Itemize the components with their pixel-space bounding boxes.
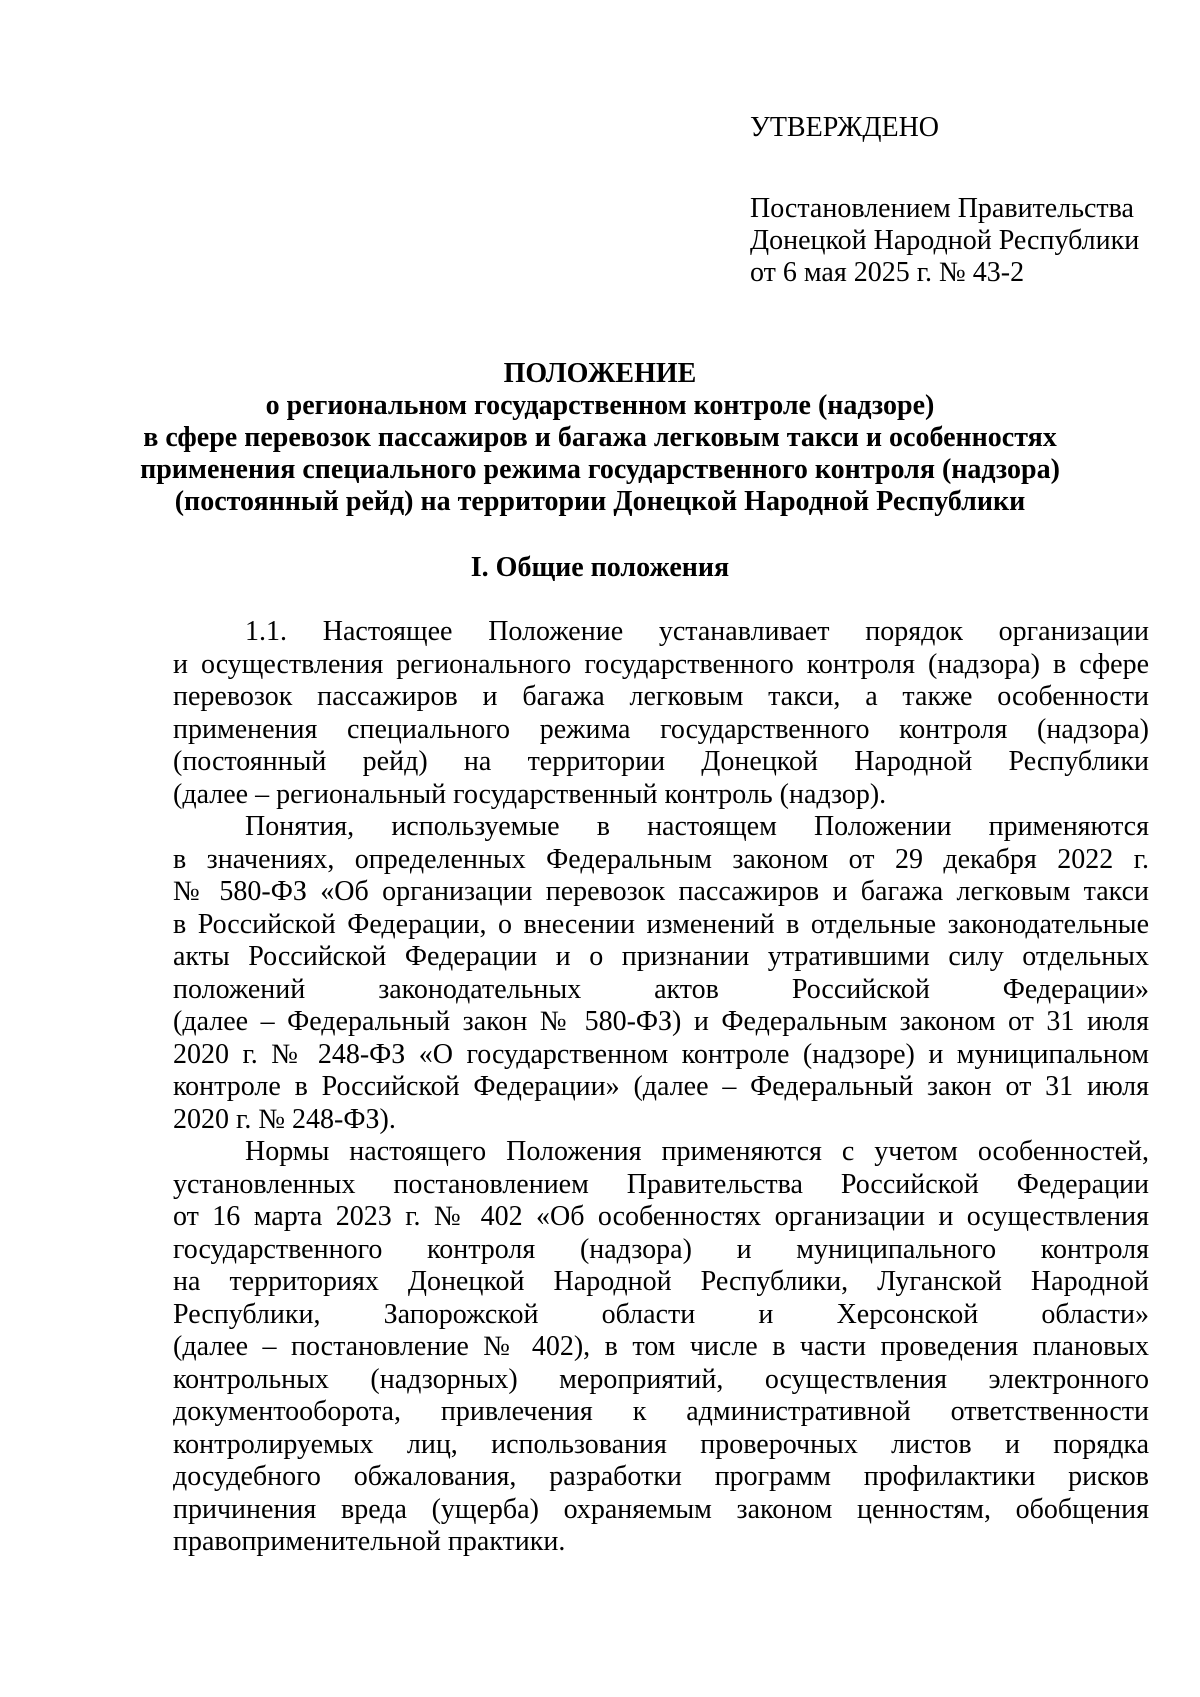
paragraph-line: Понятия, используемые в настоящем Положении применяются bbox=[245, 811, 1149, 842]
paragraph-line: на территориях Донецкой Народной Республики, Луганской Народной bbox=[173, 1266, 1149, 1297]
approval-line: Постановлением Правительства bbox=[750, 193, 1134, 224]
paragraph-line: причинения вреда (ущерба) охраняемым законом ценностям, обобщения bbox=[173, 1493, 1149, 1525]
paragraph-line: 1.1. Настоящее Положение устанавливает порядок организации bbox=[245, 616, 1149, 647]
document-title bbox=[100, 358, 1100, 518]
paragraph-line: Нормы настоящего Положения применяются с учетом особенностей, bbox=[245, 1136, 1149, 1167]
paragraph-line: акты Российской Федерации и о признании утратившими силу отдельных bbox=[173, 941, 1149, 972]
paragraph-line: (далее – постановление № 402), в том числе в части проведения плановых bbox=[173, 1331, 1149, 1362]
paragraph-line: в значениях, определенных Федеральным законом от 29 декабря 2022 г. bbox=[173, 843, 1149, 875]
paragraph-line: контролируемых лиц, использования проверочных листов и порядка bbox=[173, 1428, 1149, 1460]
approved-label: УТВЕРЖДЕНО bbox=[750, 112, 940, 143]
title-line: о региональном государственном контроле (надзоре) bbox=[265, 390, 935, 421]
title-line: ПОЛОЖЕНИЕ bbox=[503, 358, 697, 389]
paragraph-line: контрольных (надзорных) мероприятий, осуществления электронного bbox=[173, 1363, 1149, 1395]
paragraph-line: Республики, Запорожской области и Херсонской области» bbox=[173, 1298, 1149, 1330]
paragraph-line: перевозок пассажиров и багажа легковым такси, а также особенности bbox=[173, 681, 1149, 712]
paragraph-line: (далее – региональный государственный контроль (надзор). bbox=[173, 778, 887, 810]
paragraph-line: контроле в Российской Федерации» (далее – Федеральный закон от 31 июля bbox=[173, 1071, 1149, 1102]
paragraph-line: и осуществления регионального государственного контроля (надзора) в сфере bbox=[173, 648, 1149, 680]
title-line: применения специального режима государственного контроля (надзора) bbox=[140, 454, 1060, 485]
approval-stamp bbox=[750, 112, 1170, 289]
paragraph-line: досудебного обжалования, разработки программ профилактики рисков bbox=[173, 1461, 1149, 1492]
paragraph-line: государственного контроля (надзора) и муниципального контроля bbox=[173, 1233, 1149, 1265]
paragraph-line: документооборота, привлечения к административной ответственности bbox=[173, 1396, 1149, 1427]
paragraph-line: № 580-ФЗ «Об организации перевозок пассажиров и багажа легковым такси bbox=[173, 876, 1149, 907]
section-heading: I. Общие положения bbox=[470, 552, 730, 583]
paragraph-line: правоприменительной практики. bbox=[173, 1526, 566, 1557]
paragraph-line: положений законодательных актов Российской Федерации» bbox=[173, 973, 1149, 1005]
title-line: (постоянный рейд) на территории Донецкой Народной Республики bbox=[174, 486, 1026, 517]
paragraph-line: (далее – Федеральный закон № 580-ФЗ) и Федеральным законом от 31 июля bbox=[173, 1006, 1149, 1037]
approval-line: Донецкой Народной Республики bbox=[750, 225, 1140, 256]
paragraph-line: в Российской Федерации, о внесении изменений в отдельные законодательные bbox=[173, 908, 1149, 940]
title-line: в сфере перевозок пассажиров и багажа легковым такси и особенностях bbox=[143, 422, 1057, 453]
paragraph-line: 2020 г. № 248-ФЗ). bbox=[173, 1103, 396, 1135]
paragraph-line: установленных постановлением Правительства Российской Федерации bbox=[173, 1168, 1149, 1200]
paragraph-line: применения специального режима государственного контроля (надзора) bbox=[173, 713, 1149, 745]
body-text bbox=[173, 616, 1149, 1559]
paragraph-line: (постоянный рейд) на территории Донецкой Народной Республики bbox=[173, 746, 1149, 777]
paragraph-line: от 16 марта 2023 г. № 402 «Об особенностях организации и осуществления bbox=[173, 1201, 1149, 1232]
approval-line: от 6 мая 2025 г. № 43-2 bbox=[750, 257, 1025, 288]
paragraph-line: 2020 г. № 248-ФЗ «О государственном контроле (надзоре) и муниципальном bbox=[173, 1038, 1149, 1070]
